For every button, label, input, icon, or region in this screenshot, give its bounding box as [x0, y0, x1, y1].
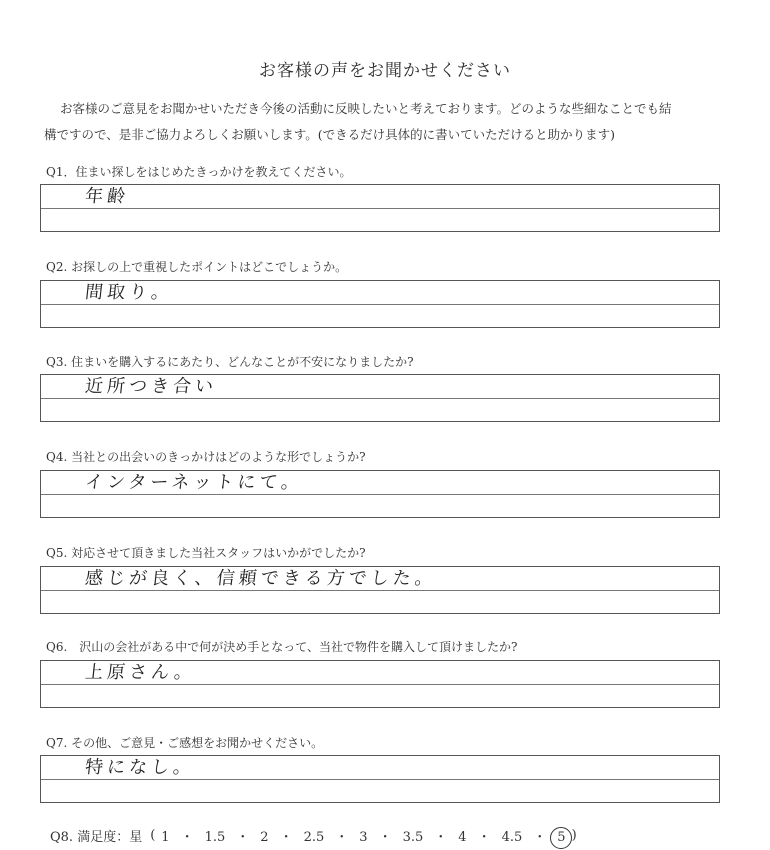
question-label-5: Q5. 対応させて頂きました当社スタッフはいかがでしたか?: [46, 546, 366, 560]
rating-separator: ・: [279, 830, 293, 845]
question-label-7: Q7. その他、ご意見・ご感想をお聞かせください。: [46, 736, 324, 750]
answer-box-3[interactable]: [40, 374, 720, 422]
rating-option-5[interactable]: 5: [557, 830, 566, 845]
satisfaction-rating: [50, 826, 581, 845]
answer-box-7[interactable]: [40, 755, 720, 803]
page-title: お客様の声をお聞かせください: [259, 61, 511, 81]
question-label-1: Q1．住まい探しをはじめたきっかけを教えてください。: [46, 165, 352, 179]
rating-option-1[interactable]: 1: [161, 830, 170, 845]
rating-option-2-5[interactable]: 2.5: [303, 830, 325, 845]
rating-separator: ・: [335, 830, 349, 845]
question-label-3: Q3. 住まいを購入するにあたり、どんなことが不安になりましたか?: [46, 355, 414, 369]
question-label-2: Q2. お探しの上で重視したポイントはどこでしょうか。: [46, 260, 348, 274]
rating-label: Q8. 満足度：星: [50, 830, 143, 845]
question-label-6: Q6. 沢山の会社がある中で何が決め手となって、当社で物件を購入して頂けましたか?: [46, 640, 518, 654]
rating-separator: ・: [236, 830, 250, 845]
answer-box-1[interactable]: [40, 184, 720, 232]
answer-text-5: 感じが良く、信頼できる方でした。: [83, 568, 438, 589]
answer-box-6[interactable]: [40, 660, 720, 708]
rating-close-paren: ): [571, 828, 577, 843]
answer-text-2: 間取り。: [83, 282, 175, 303]
rating-open-paren: (: [150, 828, 156, 843]
rating-option-1-5[interactable]: 1.5: [204, 830, 226, 845]
answer-text-6: 上原さん。: [83, 662, 198, 683]
answer-text-7: 特になし。: [83, 757, 197, 778]
answer-box-5[interactable]: [40, 566, 720, 614]
rating-separator: ・: [533, 830, 547, 845]
answer-box-4[interactable]: [40, 470, 720, 518]
answer-text-4: インターネットにて。: [83, 472, 305, 493]
rating-option-4-5[interactable]: 4.5: [501, 830, 523, 845]
answer-text-3: 近所つき合い: [83, 376, 219, 397]
rating-options: [159, 826, 567, 845]
rating-option-4[interactable]: 4: [458, 830, 467, 845]
rating-separator: ・: [378, 830, 392, 845]
question-label-4: Q4. 当社との出会いのきっかけはどのような形でしょうか?: [46, 450, 366, 464]
rating-separator: ・: [477, 830, 491, 845]
intro-text: [44, 96, 734, 148]
rating-option-3-5[interactable]: 3.5: [402, 830, 424, 845]
intro-line-1: お客様のご意見をお聞かせいただき今後の活動に反映したいと考えております。どのような些細なことでも結: [60, 101, 672, 116]
answer-box-2[interactable]: [40, 280, 720, 328]
rating-option-2[interactable]: 2: [260, 830, 269, 845]
rating-separator: ・: [434, 830, 448, 845]
intro-line-2: 構ですので、是非ご協力よろしくお願いします。(できるだけ具体的に書いていただけると助かります): [44, 127, 616, 142]
answer-box-divider: [41, 208, 719, 209]
rating-separator: ・: [180, 830, 194, 845]
answer-text-1: 年齢: [83, 186, 131, 207]
rating-option-3[interactable]: 3: [359, 830, 368, 845]
